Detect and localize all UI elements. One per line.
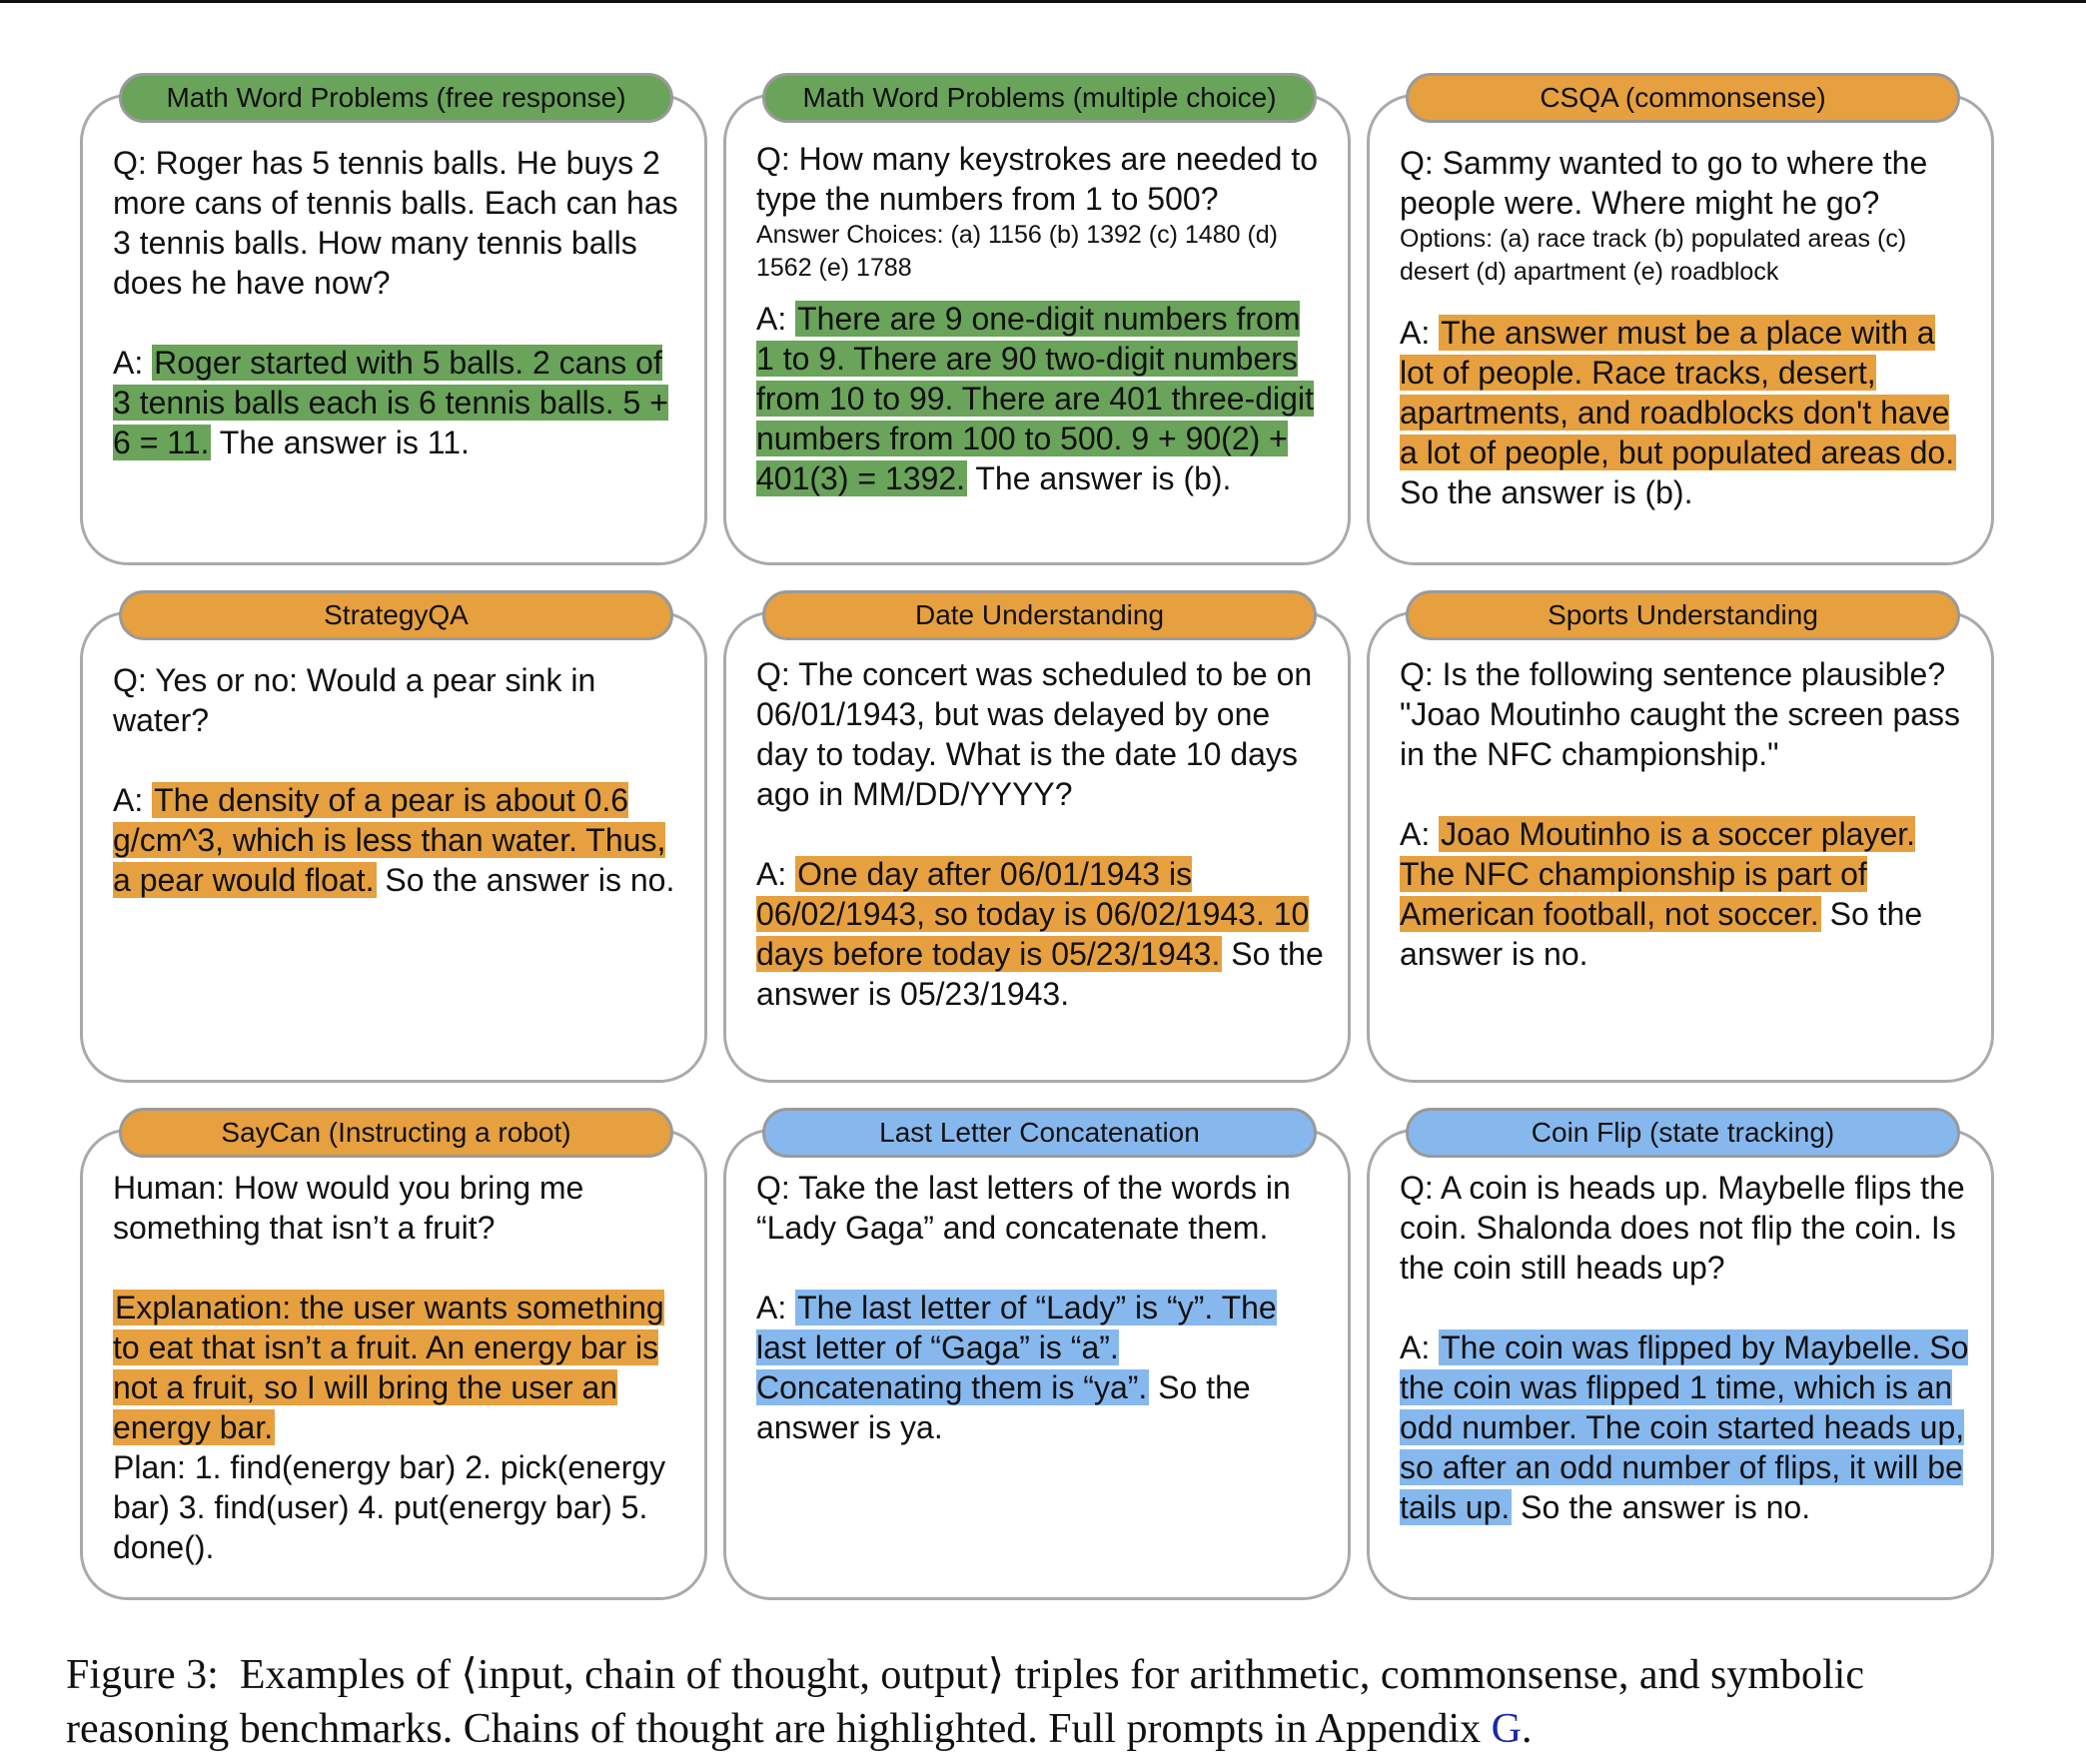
card-body (1400, 654, 1969, 974)
card-title: Coin Flip (state tracking) (1406, 1108, 1960, 1158)
card-title: StrategyQA (119, 590, 673, 640)
card-saycan (80, 1117, 707, 1600)
card-body (756, 1168, 1326, 1447)
card-title: SayCan (Instructing a robot) (119, 1108, 673, 1158)
question-text: Q: Take the last letters of the words in “Lady Gaga” and concatenate them. (756, 1170, 1291, 1246)
appendix-link[interactable]: G (1491, 1706, 1522, 1752)
answer-text (113, 343, 682, 462)
card-body (1400, 1168, 1969, 1527)
answer-prefix: A: (756, 301, 796, 337)
question-text: Q: How many keystrokes are needed to type the numbers from 1 to 500? (756, 141, 1319, 217)
card-title: CSQA (commonsense) (1406, 73, 1960, 123)
card-sports-understanding (1367, 599, 1994, 1083)
card-title: Math Word Problems (free response) (119, 73, 673, 123)
plan-text: Plan: 1. find(energy bar) 2. pick(energy bar) 3. find(user) 4. put(energy bar) 5. done(). (113, 1449, 666, 1565)
chain-of-thought-highlight: One day after 06/01/1943 is 06/02/1943, so today is 06/02/1943. 10 days before today is 05/23/1943. (756, 856, 1310, 972)
answer-rest: So the answer is no. (376, 862, 675, 898)
chain-of-thought-highlight: There are 9 one-digit numbers from 1 to 9. There are 90 two-digit numbers from 10 to 99. There are 401 three-digit numbers from 100 to 500. 9 + 90(2) + 401(3) = 1392. (756, 301, 1314, 496)
card-csqa (1367, 82, 1994, 565)
figure-label: Figure 3: (66, 1652, 219, 1698)
answer-rest: So the answer is (b). (1400, 474, 1693, 510)
answer-prefix: A: (756, 856, 796, 892)
card-title: Sports Understanding (1406, 590, 1960, 640)
answer-rest: So the answer is no. (1400, 896, 1923, 972)
answer-text (113, 1288, 682, 1447)
question-text: Q: Yes or no: Would a pear sink in water? (113, 662, 596, 738)
answer-prefix: A: (113, 782, 153, 818)
question-text: Q: The concert was scheduled to be on 06/01/1943, but was delayed by one day to today. What is the date 10 days ago in MM/DD/YYYY? (756, 656, 1313, 812)
card-body (1400, 143, 1969, 512)
answer-prefix: A: (113, 345, 153, 381)
card-body (756, 139, 1326, 498)
answer-rest: So the answer is 05/23/1943. (756, 936, 1324, 1012)
card-body (756, 654, 1326, 1014)
answer-options: Options: (a) race track (b) populated areas (c) desert (d) apartment (e) roadblock (1400, 225, 1907, 286)
card-body (113, 1168, 682, 1567)
answer-text (1400, 814, 1969, 974)
chain-of-thought-highlight: The answer must be a place with a lot of people. Race tracks, desert, apartments, and roadblocks don't have a lot of people, but populated areas do. (1400, 315, 1955, 470)
card-title: Date Understanding (762, 590, 1317, 640)
answer-rest: The answer is 11. (211, 425, 470, 460)
answer-text (756, 854, 1326, 1014)
chain-of-thought-highlight: The coin was flipped by Maybelle. So the coin was flipped 1 time, which is an odd number. The coin started heads up, so after an odd number of flips, it will be tails up. (1400, 1329, 1969, 1525)
card-title: Last Letter Concatenation (762, 1108, 1317, 1158)
answer-prefix: A: (1400, 315, 1440, 351)
card-title: Math Word Problems (multiple choice) (762, 73, 1317, 123)
card-coin-flip (1367, 1117, 1994, 1600)
card-body (113, 143, 682, 462)
chain-of-thought-highlight: The last letter of “Lady” is “y”. The last letter of “Gaga” is “a”. Concatenating them is “ya”. (756, 1290, 1277, 1405)
question-text: Q: Sammy wanted to go to where the people were. Where might he go? (1400, 145, 1928, 221)
card-date-understanding (723, 599, 1351, 1083)
card-math-free-response (80, 82, 707, 565)
answer-rest: So the answer is ya. (756, 1369, 1251, 1445)
answer-prefix: A: (1400, 816, 1440, 852)
question-text: Human: How would you bring me something that isn’t a fruit? (113, 1170, 584, 1246)
answer-choices: Answer Choices: (a) 1156 (b) 1392 (c) 1480 (d) 1562 (e) 1788 (756, 221, 1278, 282)
figure-caption (66, 1648, 2034, 1756)
card-body (113, 660, 682, 900)
card-last-letter-concatenation (723, 1117, 1351, 1600)
question-text: Q: Is the following sentence plausible? "Joao Moutinho caught the screen pass in the NFC championship." (1400, 656, 1961, 772)
answer-text (1400, 1327, 1969, 1527)
answer-text (113, 780, 682, 900)
answer-rest: The answer is (b). (967, 460, 1232, 496)
card-strategyqa (80, 599, 707, 1083)
answer-prefix: A: (1400, 1329, 1440, 1365)
answer-rest: So the answer is no. (1512, 1489, 1811, 1525)
chain-of-thought-highlight: Roger started with 5 balls. 2 cans of 3 tennis balls each is 6 tennis balls. 5 + 6 = 11. (113, 345, 668, 460)
question-text: Q: Roger has 5 tennis balls. He buys 2 more cans of tennis balls. Each can has 3 tennis balls. How many tennis balls does he have now? (113, 145, 678, 301)
answer-text (756, 299, 1326, 498)
chain-of-thought-highlight: Joao Moutinho is a soccer player. The NFC championship is part of American football, not soccer. (1400, 816, 1916, 932)
answer-text (756, 1288, 1326, 1447)
answer-prefix: A: (756, 1290, 796, 1325)
card-math-multiple-choice (723, 82, 1351, 565)
caption-text: Examples of ⟨input, chain of thought, output⟩ triples for arithmetic, commonsense, and symbolic reasoning benchmarks. Chains of thought are highlighted. Full prompts in Appendix (66, 1652, 1864, 1752)
caption-end: . (1522, 1706, 1533, 1752)
chain-of-thought-highlight: Explanation: the user wants something to eat that isn’t a fruit. An energy bar is not a fruit, so I will bring the user an energy bar. (113, 1290, 664, 1445)
question-text: Q: A coin is heads up. Maybelle flips the coin. Shalonda does not flip the coin. Is the coin still heads up? (1400, 1170, 1965, 1286)
answer-text (1400, 313, 1969, 512)
top-rule (0, 0, 2086, 3)
chain-of-thought-highlight: The density of a pear is about 0.6 g/cm^3, which is less than water. Thus, a pear would float. (113, 782, 666, 898)
